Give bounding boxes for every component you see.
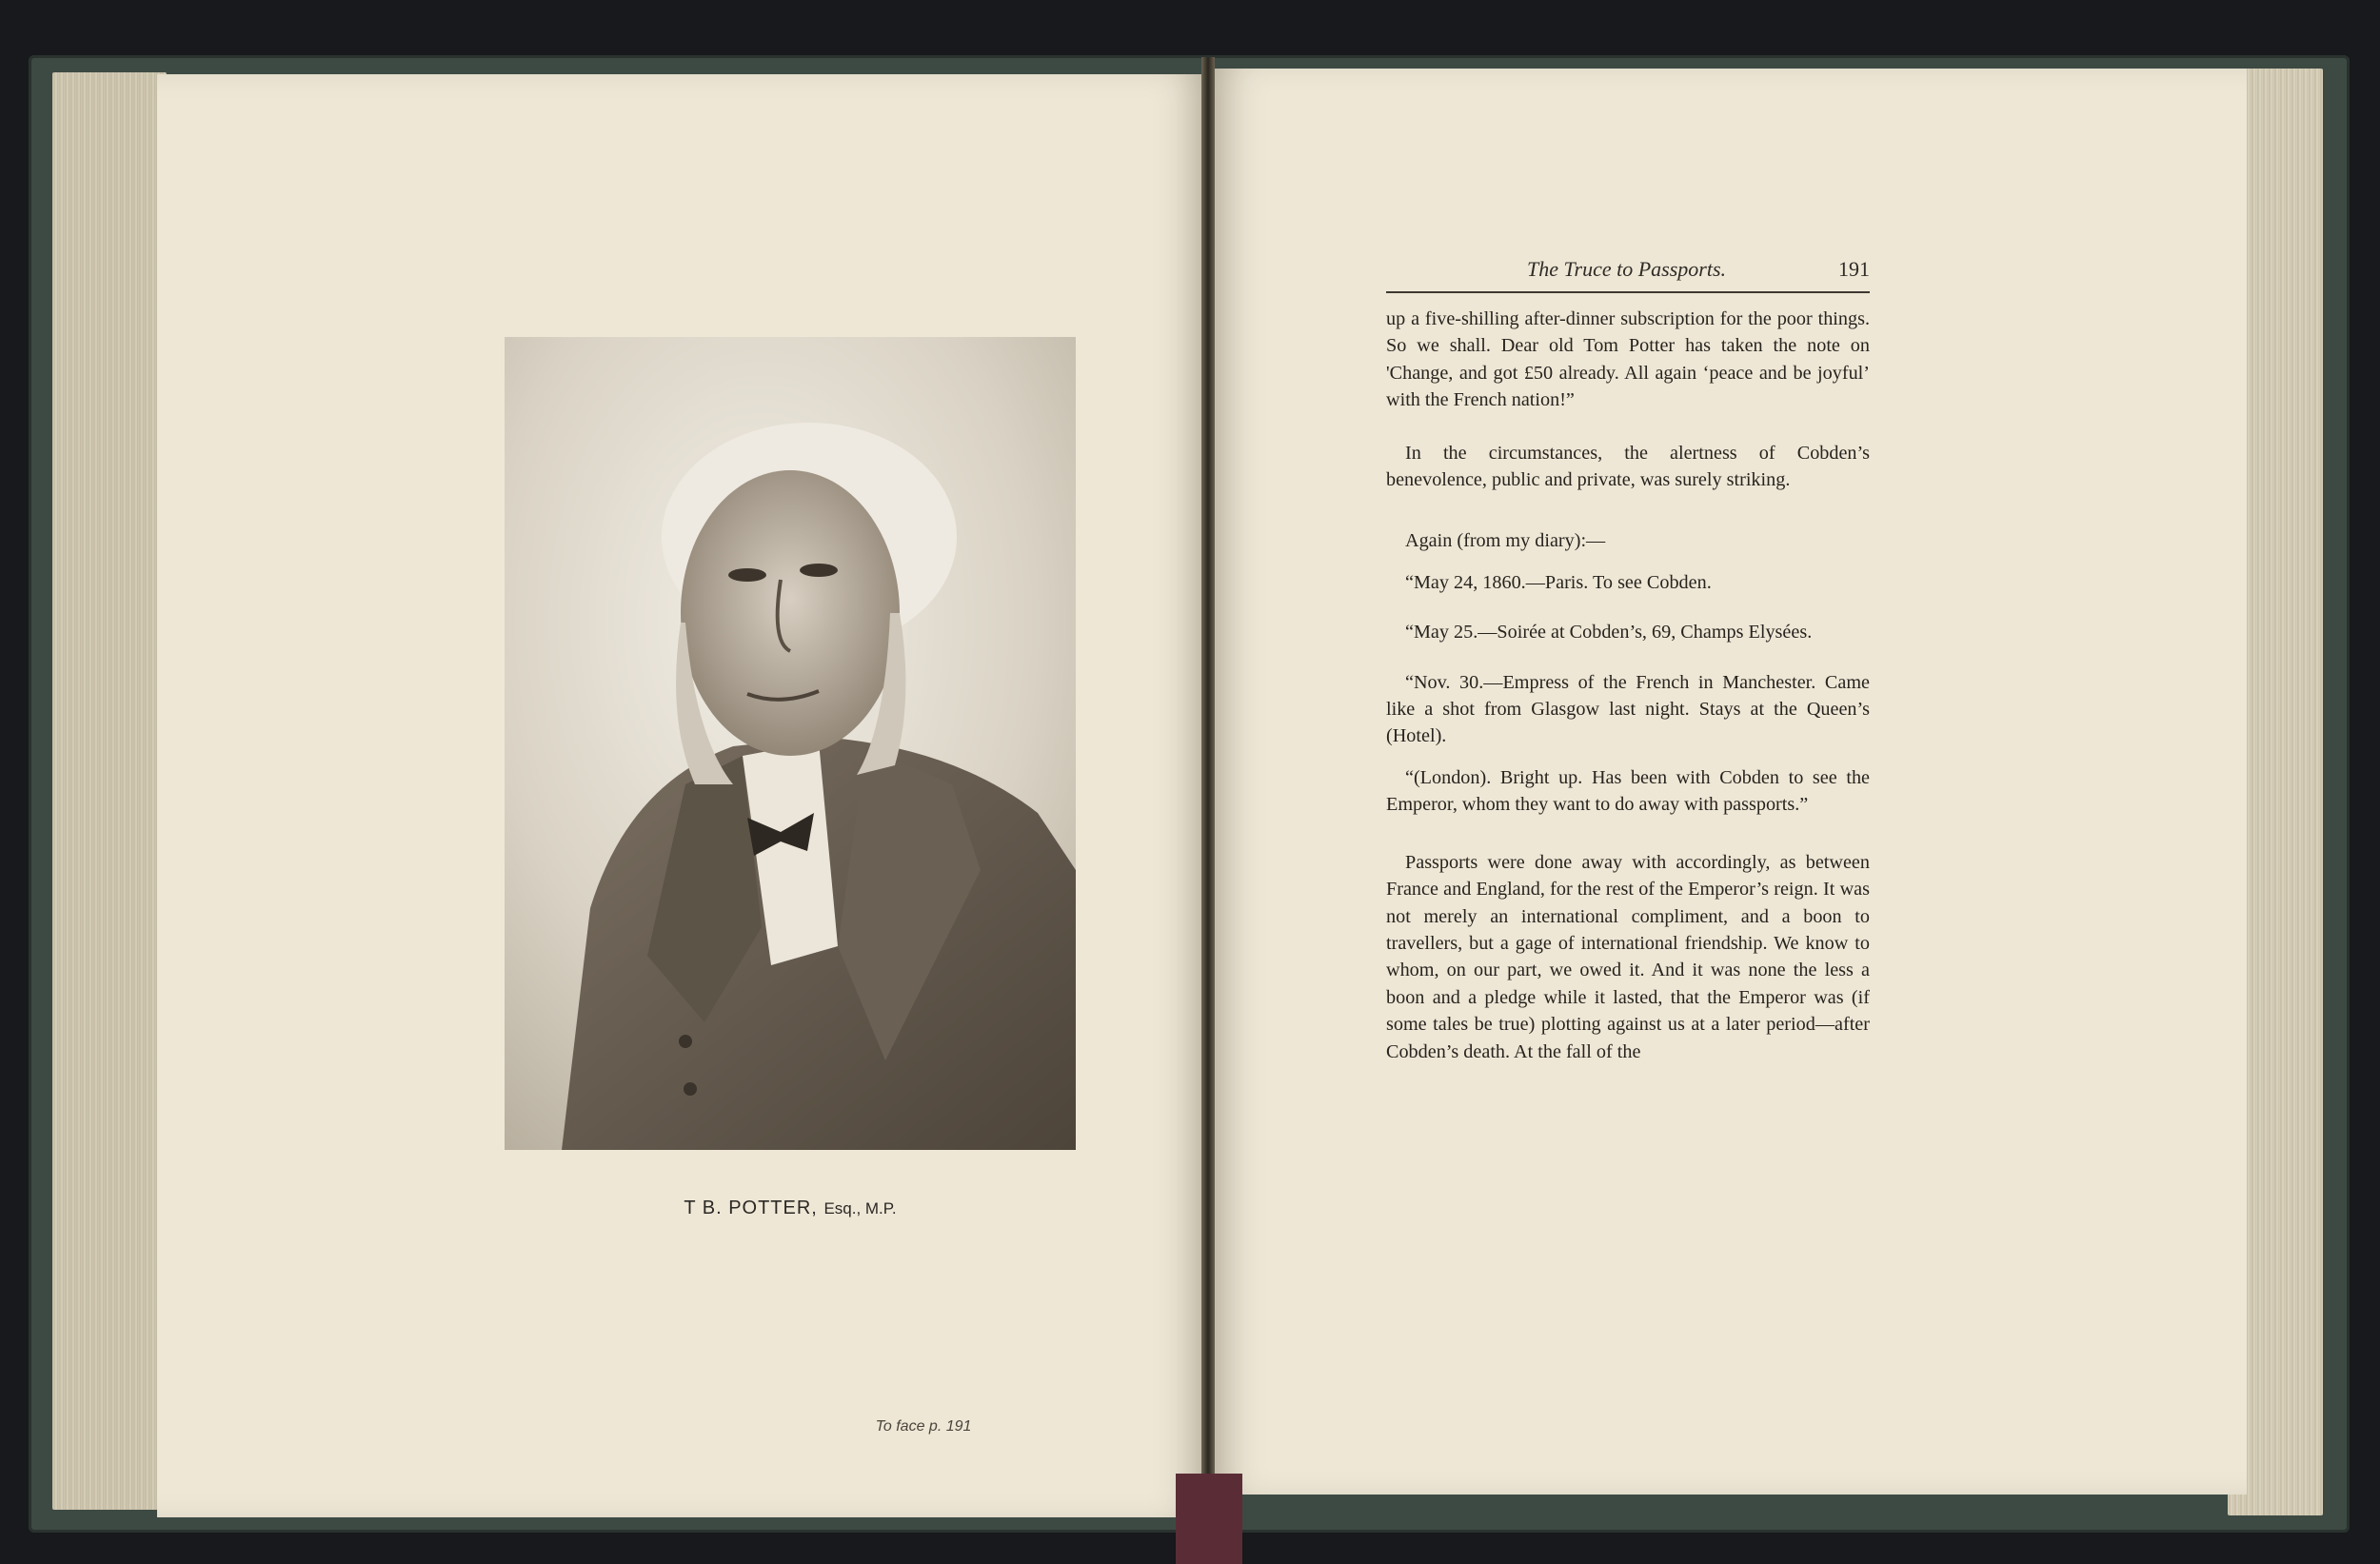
bookmark-ribbon bbox=[1176, 1474, 1242, 1564]
paragraph: “Nov. 30.—Empress of the French in Manchester. Came like a shot from Glasgow last night. Stays at the Queen’s (Hotel). bbox=[1386, 671, 1870, 747]
paragraph: Passports were done away with accordingly, as between France and England, for the rest of the Emperor’s reign. It was not merely an international compliment, and a boon to travellers, but a gage of international friendship. We know to whom, on our part, we owed it. And it was none the less a boon and a pledge while it lasted, that the Emperor was (if some tales be true) plotting against us at a later period—after Cobden’s death. At the fall of the bbox=[1386, 851, 1870, 1062]
plate-caption bbox=[505, 1198, 1076, 1219]
running-head bbox=[1386, 257, 1870, 282]
book-gutter bbox=[1201, 57, 1215, 1542]
paragraph: Again (from my diary):— bbox=[1405, 530, 1606, 552]
left-page-edges bbox=[52, 72, 167, 1510]
portrait-plate bbox=[505, 337, 1076, 1150]
paragraph: up a five-shilling after-dinner subscription for the poor things. So we shall. Dear old Tom Potter has taken the note on 'Change, and got £50 already. All again ‘peace and be joyful’ with the French nation!” bbox=[1386, 308, 1870, 411]
page-number: 191 bbox=[1838, 257, 1870, 281]
portrait-image bbox=[505, 337, 1076, 1150]
paragraph: “May 25.—Soirée at Cobden’s, 69, Champs Elysées. bbox=[1405, 622, 1813, 643]
running-title: The Truce to Passports. bbox=[1527, 257, 1727, 281]
header-rule bbox=[1386, 291, 1870, 293]
body-text bbox=[1386, 306, 1870, 1065]
to-face-note: To face p. 191 bbox=[875, 1418, 972, 1435]
paragraph: “May 24, 1860.—Paris. To see Cobden. bbox=[1405, 571, 1712, 593]
caption-suffix: Esq., M.P. bbox=[823, 1199, 897, 1218]
paragraph: In the circumstances, the alertness of Cobden’s benevolence, public and private, was surely striking. bbox=[1386, 442, 1870, 491]
paragraph: “(London). Bright up. Has been with Cobden to see the Emperor, whom they want to do away with passports.” bbox=[1386, 766, 1870, 816]
caption-name: T B. POTTER, bbox=[684, 1198, 818, 1218]
